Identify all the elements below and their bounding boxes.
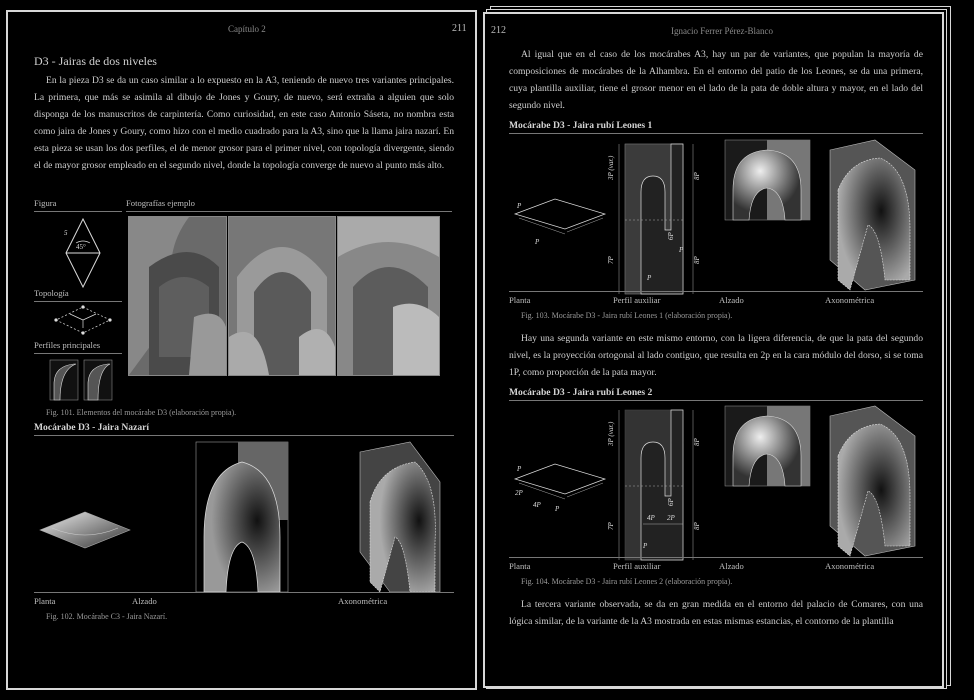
label-fotografias: Fotografías ejemplo bbox=[126, 198, 195, 208]
fig103-dim-7p: 7P bbox=[607, 256, 615, 264]
fig103-plan-p2: P bbox=[535, 238, 540, 246]
example-photo-1 bbox=[128, 216, 227, 376]
topology-diagram bbox=[48, 306, 118, 334]
fig103-axonometrica-drawing bbox=[830, 140, 915, 300]
right-paragraph-3: La tercera variante observada, se da en gran medida en el entorno del palacio de Comares, con una lógica similar, de la variante de la A3 mostrada en estas mismas estancias, el contorno de la plantilla bbox=[509, 599, 923, 627]
fig103-title: Mocárabe D3 - Jaira rubí Leones 1 bbox=[509, 120, 653, 131]
fig103-dim-8p-bot: 8P bbox=[693, 256, 701, 264]
fig103-bottom-rule bbox=[509, 291, 923, 292]
fig104-dim-7p: 7P bbox=[607, 522, 615, 530]
fig103-caption: Fig. 103. Mocárabe D3 - Jaira rubí Leones 1 (elaboración propia). bbox=[521, 311, 733, 320]
fig102-title-rule bbox=[34, 435, 454, 436]
dim-45-label: 45° bbox=[76, 243, 86, 251]
right-page-header: Ignacio Ferrer Pérez-Blanco bbox=[671, 26, 773, 36]
rule-fotos bbox=[126, 211, 452, 212]
right-page bbox=[483, 12, 944, 688]
fig102-bottom-rule bbox=[34, 592, 454, 593]
profiles-drawing bbox=[50, 360, 120, 400]
label-perfiles: Perfiles principales bbox=[34, 340, 101, 350]
fig104-plan-p2: P bbox=[555, 505, 560, 513]
left-page-number: 211 bbox=[452, 23, 467, 34]
fig104-dim-8p-bot: 8P bbox=[693, 522, 701, 530]
section-title: D3 - Jairas de dos niveles bbox=[34, 54, 157, 68]
fig104-plan-p1: P bbox=[517, 465, 522, 473]
rule-figura bbox=[34, 211, 122, 212]
left-paragraph: En la pieza D3 se da un caso similar a lo expuesto en la A3, teniendo de nuevo tres variantes principales. La primera, que más se asimila al dibujo de Jones y Goury, de nuevo, será extraña a alguien que solo disponga de los manuscritos de carpintería. Como curiosidad, en este caso Antonio Sáseta, no nombra esta como jaira de Jones y Goury, como hizo con el medio cuadrado para la A3, sino que la llama jaira nazarí. En esta pieza se usan los dos perfiles, el de menor grosor para el primer nivel, con topología divergente, siendo el de mayor grosor empleado en el segundo nivel, donde la topología converge de nuevo al punto más alto. bbox=[34, 75, 454, 171]
fig103-label-planta: Planta bbox=[509, 295, 531, 305]
fig104-label-perfil: Perfil auxiliar bbox=[613, 561, 661, 571]
fig104-axonometrica-drawing bbox=[830, 406, 915, 566]
fig104-plan-4p: 4P bbox=[533, 501, 541, 509]
fig102-title: Mocárabe D3 - Jaira Nazarí bbox=[34, 422, 150, 433]
fig104-dim-4p: 4P bbox=[647, 514, 655, 522]
fig104-plan-2p: 2P bbox=[515, 489, 523, 497]
fig103-dim-3p: 3P (var.) bbox=[607, 155, 615, 180]
fig104-label-axonometrica: Axonométrica bbox=[825, 561, 875, 571]
fig102-label-planta: Planta bbox=[34, 596, 56, 606]
fig104-dim-8p-top: 8P bbox=[693, 438, 701, 446]
fig104-caption: Fig. 104. Mocárabe D3 - Jaira rubí Leones 2 (elaboración propia). bbox=[521, 577, 733, 586]
right-paragraph-2: Hay una segunda variante en este mismo entorno, con la ligera diferencia, de que la pata del segundo nivel, es la proyección ortogonal al lado contiguo, que resulta en 2p en la cara módulo del dorso, si se toma 1P, como proporción de la pata mayor. bbox=[509, 333, 923, 378]
fig102-axonometrica-drawing bbox=[360, 442, 440, 592]
left-page bbox=[6, 10, 477, 690]
fig104-alzado-drawing bbox=[725, 406, 810, 566]
fig104-bottom-rule bbox=[509, 557, 923, 558]
right-paragraph-1: Al igual que en el caso de los mocárabes A3, hay un par de variantes, que populan la mayoría de composiciones de mocárabes de la Alhambra. En el entorno del patio de los Leones, se da una primera, cuya plantilla auxiliar, tiene el grosor menor en el lado de la pata de doble altura y mayor, en el lado del segundo nivel. bbox=[509, 49, 923, 111]
fig101-caption: Fig. 101. Elementos del mocárabe D3 (elaboración propia). bbox=[46, 408, 237, 417]
fig103-plan-p1: P bbox=[517, 202, 522, 210]
dim-5-label: 5 bbox=[64, 229, 68, 237]
fig103-label-alzado: Alzado bbox=[719, 295, 744, 305]
fig104-dim-6p: 6P bbox=[667, 498, 675, 506]
fig103-planta-drawing bbox=[515, 194, 605, 254]
example-photo-3 bbox=[337, 216, 440, 376]
fig103-label-axonometrica: Axonométrica bbox=[825, 295, 875, 305]
fig103-dim-p-small: P bbox=[679, 246, 684, 254]
fig104-label-alzado: Alzado bbox=[719, 561, 744, 571]
fig104-dim-2p: 2P bbox=[667, 514, 675, 522]
fig104-dim-3p: 3P (var.) bbox=[607, 421, 615, 446]
fig104-planta-drawing bbox=[515, 459, 605, 519]
fig102-label-axonometrica: Axonométrica bbox=[338, 596, 388, 606]
right-page-number: 212 bbox=[491, 25, 506, 36]
fig104-dim-p: P bbox=[643, 542, 648, 550]
fig102-alzado-drawing bbox=[196, 442, 288, 592]
fig103-dim-8p-top: 8P bbox=[693, 172, 701, 180]
fig103-dim-6p: 6P bbox=[667, 232, 675, 240]
label-figura: Figura bbox=[34, 198, 57, 208]
fig102-planta-drawing bbox=[40, 512, 130, 552]
rule-perfiles bbox=[34, 353, 122, 354]
figure-rhombus-drawing bbox=[48, 217, 118, 287]
fig103-title-rule bbox=[509, 133, 923, 134]
fig104-title-rule bbox=[509, 400, 923, 401]
fig104-title: Mocárabe D3 - Jaira rubí Leones 2 bbox=[509, 387, 653, 398]
example-photo-2 bbox=[228, 216, 336, 376]
rule-topologia bbox=[34, 301, 122, 302]
fig103-alzado-drawing bbox=[725, 140, 810, 300]
left-page-header: Capítulo 2 bbox=[228, 24, 266, 34]
fig102-caption: Fig. 102. Mocárabe C3 - Jaira Nazarí. bbox=[46, 612, 168, 621]
fig103-label-perfil: Perfil auxiliar bbox=[613, 295, 661, 305]
fig103-dim-p: P bbox=[647, 274, 652, 282]
fig104-label-planta: Planta bbox=[509, 561, 531, 571]
label-topologia: Topología bbox=[34, 288, 69, 298]
fig102-label-alzado: Alzado bbox=[132, 596, 157, 606]
